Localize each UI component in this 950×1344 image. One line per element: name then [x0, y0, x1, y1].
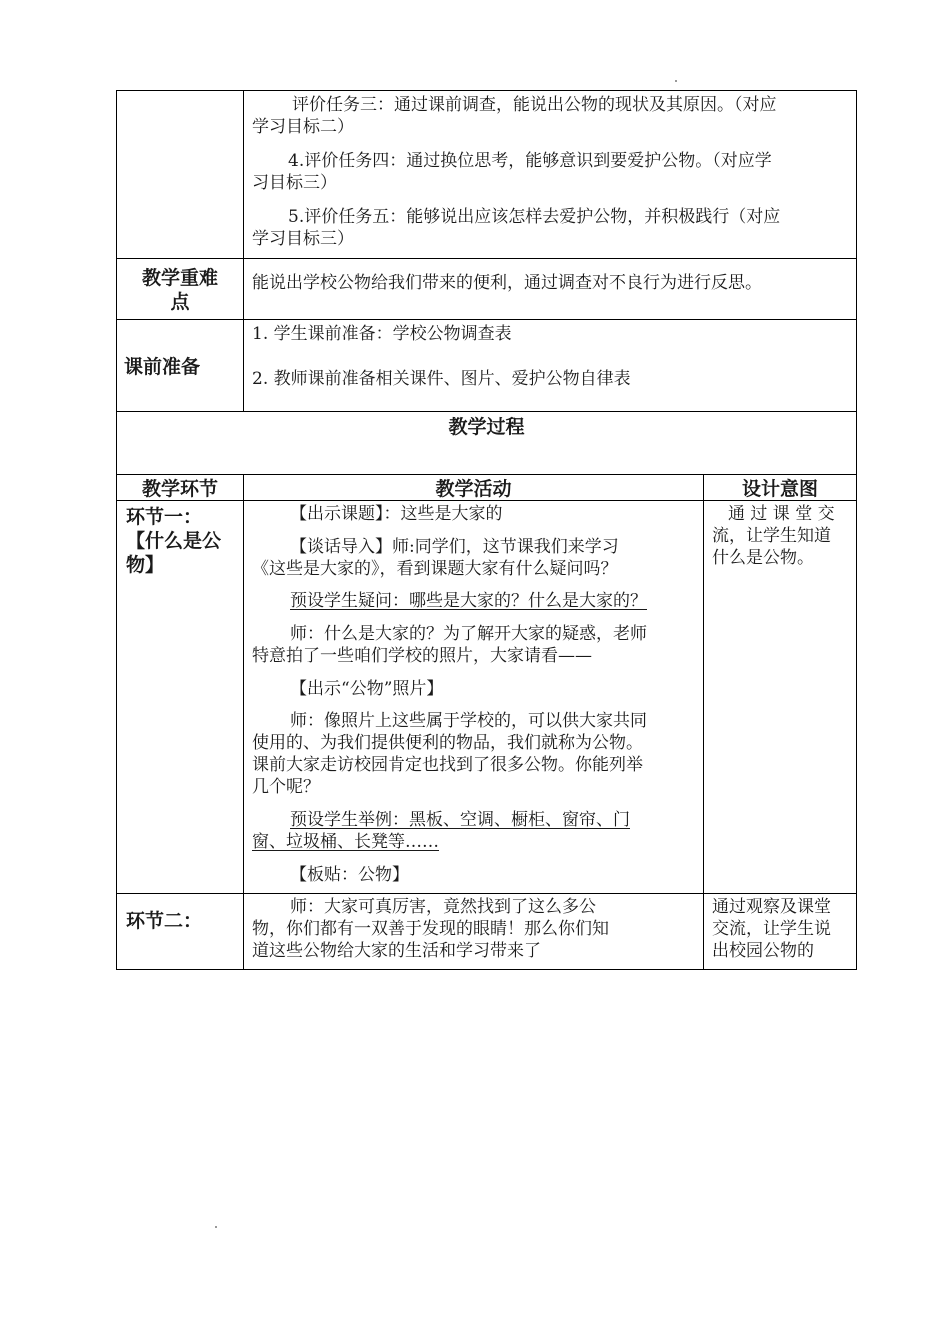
- stage1-a7-line1: 预设学生举例：黑板、空调、橱柜、窗帘、门: [290, 810, 630, 830]
- stage1-a6-line1: 师：像照片上这些属于学校的，可以供大家共同: [290, 711, 647, 731]
- stage2-label: 环节二：: [126, 910, 203, 932]
- column-divider-stage: [243, 474, 244, 970]
- eval-task3-line2: 学习目标二）: [252, 117, 354, 137]
- stage1-a1-bracket: 【出示课题】: [290, 504, 384, 524]
- stage1-a3: 预设学生疑问：哪些是大家的？什么是大家的？: [290, 591, 647, 611]
- stage1-a4-line2: 特意拍了一些咱们学校的照片，大家请看——: [252, 646, 592, 666]
- eval-task3-line1: 评价任务三：通过课前调查，能说出公物的现状及其原因。（对应: [292, 95, 777, 115]
- stage1-a6-line4: 几个呢？: [252, 777, 320, 797]
- stage2-intent-line2: 交流，让学生说: [712, 919, 831, 939]
- table-border-right: [856, 90, 857, 970]
- column-header-stage: 教学环节: [141, 478, 218, 500]
- eval-task5-line2: 学习目标三）: [252, 229, 354, 249]
- evaluation-cell: [252, 92, 852, 257]
- key-points-label-line2: 点: [170, 291, 190, 313]
- stage1-intent-line2: 流，让学生知道: [712, 526, 831, 546]
- column-header-activity: 教学活动: [435, 478, 512, 500]
- stage1-a6-line3: 课前大家走访校园肯定也找到了很多公物。你能列举: [252, 755, 643, 775]
- row-divider: [116, 411, 857, 412]
- row-divider: [116, 474, 857, 475]
- key-points-label: [117, 266, 243, 316]
- stage1-label-line1: 环节一：: [126, 506, 203, 528]
- table-border-top: [116, 90, 857, 91]
- eval-task4-line2: 习目标三）: [252, 173, 337, 193]
- stage1-a1: [290, 503, 503, 525]
- stage1-a7-line2: 窗、垃圾桶、长凳等……: [252, 832, 439, 852]
- preparation-label: 课前准备: [124, 356, 201, 378]
- stage2-intent-line3: 出校园公物的: [712, 941, 814, 961]
- row-divider: [116, 893, 857, 894]
- stage1-a5: 【出示“公物”照片】: [290, 679, 444, 699]
- preparation-content: [252, 321, 852, 409]
- row-divider: [116, 500, 857, 501]
- page-mark: [675, 80, 677, 82]
- stage1-a2-line1: 【谈话导入】师:同学们，这节课我们来学习: [290, 537, 619, 557]
- stage1-a4-line1: 师：什么是大家的？为了解开大家的疑惑，老师: [290, 624, 647, 644]
- stage1-label: [126, 505, 221, 577]
- key-points-content: 能说出学校公物给我们带来的便利，通过调查对不良行为进行反思。: [252, 273, 762, 293]
- row-divider: [116, 319, 857, 320]
- table-border-left: [116, 90, 117, 970]
- column-divider-top: [243, 90, 244, 412]
- stage2-a1-line3: 道这些公物给大家的生活和学习带来了: [252, 941, 541, 961]
- stage2-a1-line1: 师：大家可真厉害，竟然找到了这么多公: [290, 897, 596, 917]
- eval-task5-line1: 5.评价任务五：能够说出应该怎样去爱护公物，并积极践行（对应: [288, 207, 781, 227]
- key-points-label-line1: 教学重难: [141, 267, 218, 289]
- stage2-a1-line2: 物，你们都有一双善于发现的眼睛！那么你们知: [252, 919, 609, 939]
- preparation-item-1: 1. 学生课前准备：学校公物调查表: [252, 324, 512, 344]
- stage1-label-line2: 【什么是公: [126, 530, 222, 552]
- table-border-bottom: [116, 969, 857, 970]
- stage1-a1-text: ：这些是大家的: [383, 504, 503, 524]
- eval-task4-line1: 4.评价任务四：通过换位思考，能够意识到要爱护公物。（对应学: [288, 151, 772, 171]
- stage2-intent-line1: 通过观察及课堂: [712, 897, 831, 917]
- preparation-item-2: 2. 教师课前准备相关课件、图片、爱护公物自律表: [252, 369, 631, 389]
- column-header-intent: 设计意图: [741, 478, 818, 500]
- stage1-intent-line1: 通 过 课 堂 交: [728, 504, 835, 524]
- stage1-activity: [252, 502, 700, 892]
- stage1-a2-line2: 《这些是大家的》，看到课题大家有什么疑问吗？: [252, 559, 618, 579]
- row-divider: [116, 258, 857, 259]
- stage1-label-line3: 物】: [126, 554, 165, 576]
- stage1-a6-line2: 使用的、为我们提供便利的物品，我们就称为公物。: [252, 733, 643, 753]
- page-mark: [215, 1226, 217, 1228]
- process-title: 教学过程: [448, 416, 525, 438]
- stage1-intent-line3: 什么是公物。: [712, 548, 814, 568]
- stage1-a8: 【板贴：公物】: [290, 865, 409, 885]
- column-divider-intent: [703, 474, 704, 970]
